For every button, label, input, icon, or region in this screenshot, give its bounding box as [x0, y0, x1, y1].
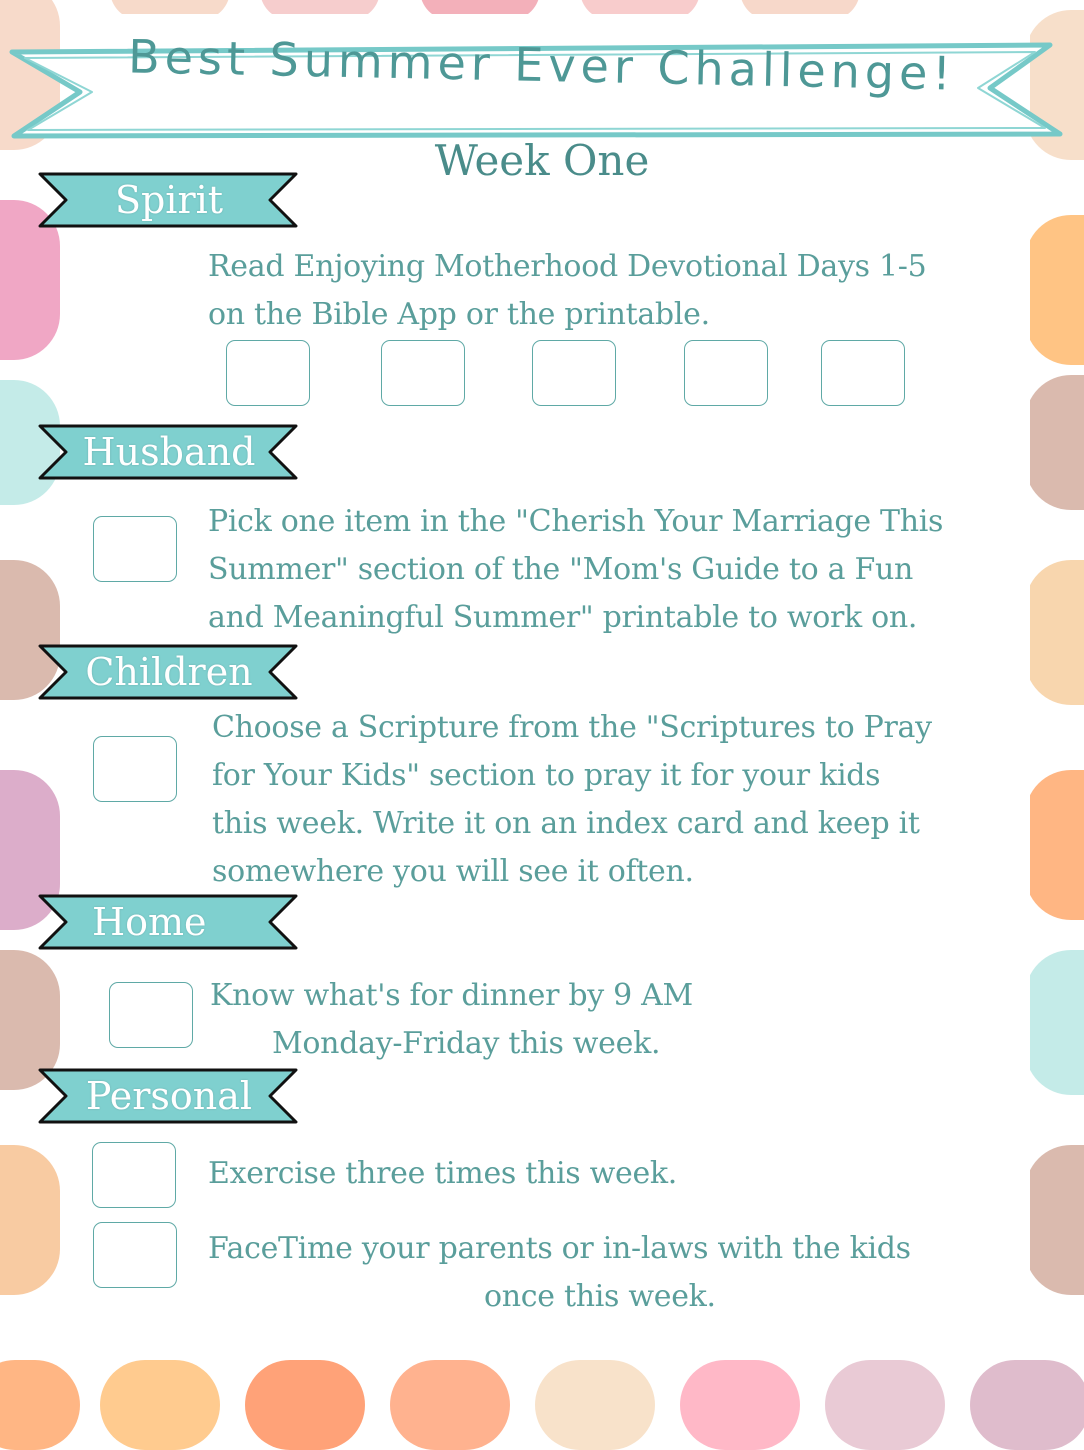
personal-checkbox-exercise[interactable] [92, 1142, 176, 1208]
section-tag-home [38, 892, 300, 952]
spirit-line-1: Read Enjoying Motherhood Devotional Days 1-5 [208, 249, 927, 284]
section-tag-husband [38, 422, 300, 482]
personal-item-2-line-2: once this week. [484, 1279, 716, 1314]
section-label-husband: Husband [82, 430, 256, 474]
page-title: Best Summer Ever Challenge! [127, 29, 957, 101]
spirit-text [208, 243, 926, 339]
section-label-children: Children [85, 650, 253, 694]
husband-line-2: Summer" section of the "Mom's Guide to a Fun [208, 552, 913, 587]
section-label-spirit: Spirit [114, 178, 224, 222]
home-checkbox[interactable] [109, 982, 193, 1048]
spirit-checkbox-day-3[interactable] [532, 340, 616, 406]
personal-item-1: Exercise three times this week. [208, 1156, 678, 1191]
children-checkbox[interactable] [93, 736, 177, 802]
spirit-line-2: on the Bible App or the printable. [208, 297, 710, 332]
husband-checkbox[interactable] [93, 516, 177, 582]
personal-checkbox-facetime[interactable] [93, 1222, 177, 1288]
children-line-4: somewhere you will see it often. [212, 854, 694, 889]
husband-line-1: Pick one item in the "Cherish Your Marriage This [208, 504, 944, 539]
spirit-checkbox-day-5[interactable] [821, 340, 905, 406]
personal-item-2-line-1: FaceTime your parents or in-laws with the kids [208, 1231, 911, 1266]
section-tag-spirit [38, 170, 300, 230]
section-tag-children [38, 642, 300, 702]
section-label-home: Home [92, 900, 207, 944]
home-text [210, 972, 693, 1068]
section-tag-personal [38, 1066, 300, 1126]
spirit-checkbox-day-2[interactable] [381, 340, 465, 406]
spirit-checkbox-day-1[interactable] [226, 340, 310, 406]
home-line-1: Know what's for dinner by 9 AM [210, 978, 693, 1013]
husband-line-3: and Meaningful Summer" printable to work on. [208, 600, 918, 635]
husband-text [208, 498, 943, 642]
children-line-3: this week. Write it on an index card and keep it [212, 806, 920, 841]
personal-item-2 [208, 1225, 911, 1321]
home-line-2: Monday-Friday this week. [272, 1026, 661, 1061]
page-subtitle: Week One [434, 136, 650, 185]
spirit-checkbox-day-4[interactable] [684, 340, 768, 406]
children-line-1: Choose a Scripture from the "Scriptures to Pray [212, 710, 932, 745]
section-label-personal: Personal [85, 1074, 253, 1118]
children-text [212, 704, 932, 896]
children-line-2: for Your Kids" section to pray it for your kids [212, 758, 881, 793]
